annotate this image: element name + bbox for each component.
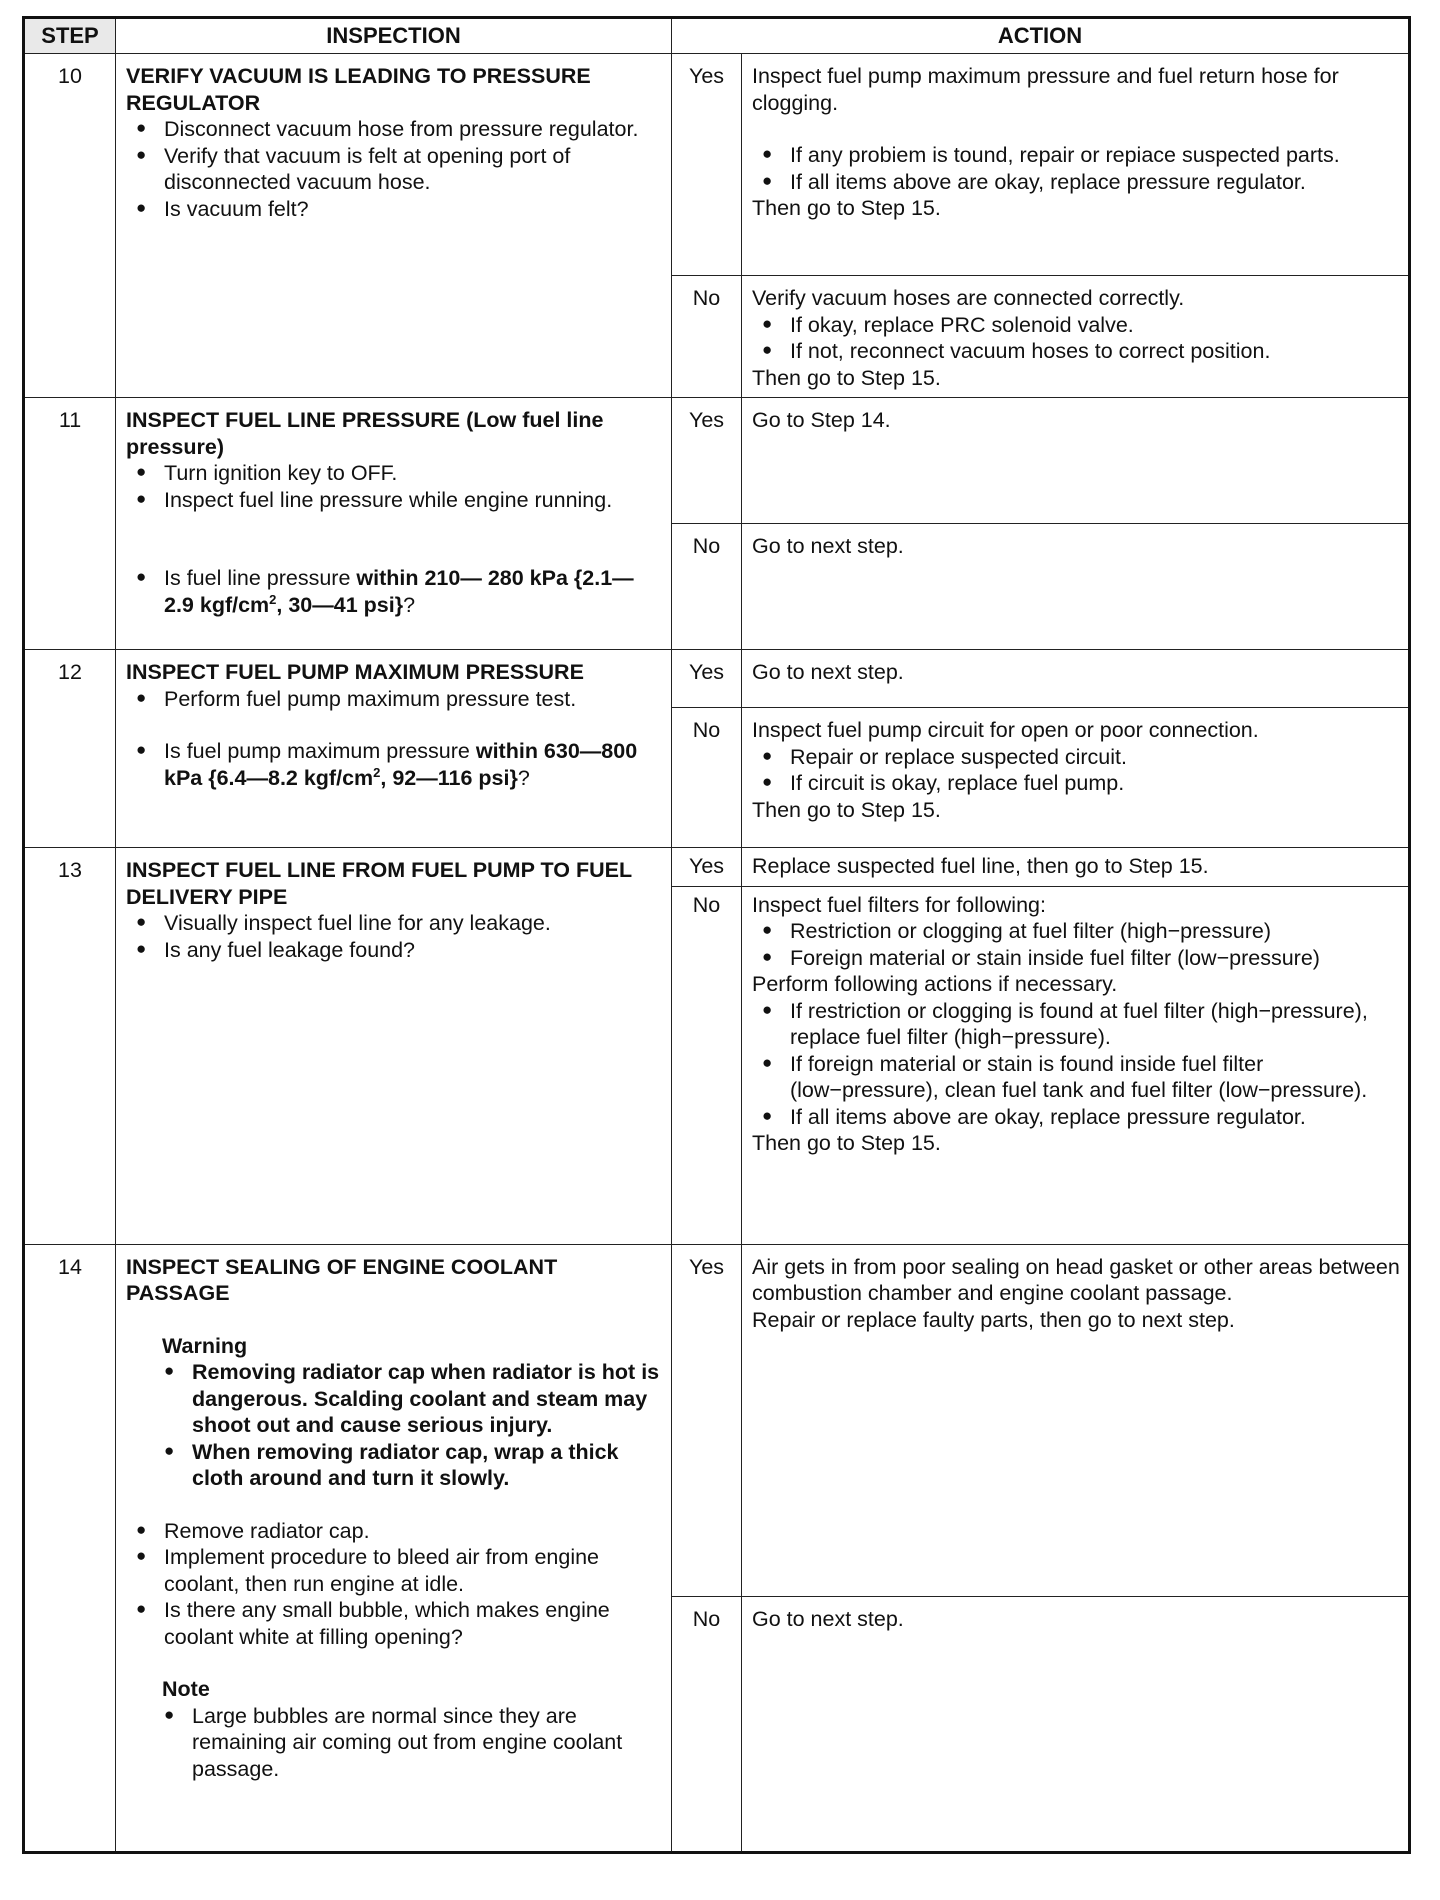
action-text: Then go to Step 15. xyxy=(752,797,941,822)
warning-label: Warning xyxy=(162,1333,248,1358)
no-action-cell: Go to next step. xyxy=(742,524,1410,650)
yes-action-cell xyxy=(742,1244,1410,1596)
inspection-bullets xyxy=(126,460,663,513)
step-number: 11 xyxy=(24,398,116,650)
question-mark: ? xyxy=(517,765,530,790)
list-item: ● Verify that vacuum is felt at opening port of disconnected vacuum hose. xyxy=(134,143,663,196)
table-header-row xyxy=(24,18,1410,54)
no-action-cell xyxy=(742,708,1410,848)
question-text: Is fuel line pressure xyxy=(164,566,357,590)
list-item: ● If okay, replace PRC solenoid valve. xyxy=(760,312,1400,339)
superscript: 2 xyxy=(373,764,381,780)
step-number: 13 xyxy=(24,848,116,1245)
no-label: No xyxy=(672,524,742,650)
inspection-column-header: INSPECTION xyxy=(116,18,672,54)
list-item: ● Is there any small bubble, which makes engine coolant white at filling opening? xyxy=(134,1597,663,1650)
inspection-title: INSPECT FUEL LINE PRESSURE (Low fuel line pressure) xyxy=(126,408,604,459)
action-text: Then go to Step 15. xyxy=(752,365,941,390)
list-item: ● Inspect fuel line pressure while engine running. xyxy=(134,487,663,514)
inspection-title: VERIFY VACUUM IS LEADING TO PRESSURE REGULATOR xyxy=(126,64,591,115)
list-item: ● Removing radiator cap when radiator is hot is dangerous. Scalding coolant and steam may shoot out and cause serious injury. xyxy=(162,1359,663,1439)
inspection-title: INSPECT SEALING OF ENGINE COOLANT PASSAGE xyxy=(126,1254,558,1305)
list-item: ● When removing radiator cap, wrap a thick cloth around and turn it slowly. xyxy=(162,1439,663,1492)
action-text: Verify vacuum hoses are connected correctly. xyxy=(752,286,1185,310)
list-item: ● Repair or replace suspected circuit. xyxy=(760,744,1400,771)
inspection-bullets xyxy=(126,1518,663,1651)
no-label: No xyxy=(672,276,742,398)
warning-block xyxy=(162,1333,663,1492)
note-label: Note xyxy=(162,1677,210,1701)
list-item: ● If circuit is okay, replace fuel pump. xyxy=(760,770,1400,797)
spec-value: , 92—116 psi} xyxy=(380,765,518,790)
yes-label: Yes xyxy=(672,1244,742,1596)
action-text: Inspect fuel filters for following: xyxy=(752,892,1046,917)
list-item: ● Is any fuel leakage found? xyxy=(134,937,663,964)
step-number: 14 xyxy=(24,1244,116,1852)
no-label: No xyxy=(672,708,742,848)
list-item: ● Foreign material or stain inside fuel filter (low−pressure) xyxy=(760,945,1400,972)
spec-value: , 30—41 psi} xyxy=(276,592,404,617)
step-column-header: STEP xyxy=(24,18,116,54)
action-bullets xyxy=(752,312,1400,365)
yes-label: Yes xyxy=(672,848,742,887)
question-text: Is fuel pump maximum pressure xyxy=(164,739,476,763)
table-row xyxy=(24,54,1410,276)
list-item xyxy=(134,565,663,618)
inspection-cell xyxy=(116,54,672,398)
inspection-question xyxy=(126,565,663,618)
no-label: No xyxy=(672,886,742,1244)
list-item: ● If all items above are okay, replace pressure regulator. xyxy=(760,1104,1400,1131)
inspection-title: INSPECT FUEL LINE FROM FUEL PUMP TO FUEL DELIVERY PIPE xyxy=(126,858,632,909)
inspection-cell xyxy=(116,848,672,1245)
list-item: ● If all items above are okay, replace pressure regulator. xyxy=(760,169,1400,196)
no-action-cell xyxy=(742,276,1410,398)
inspection-question xyxy=(126,738,663,791)
no-action-cell: Go to next step. xyxy=(742,1596,1410,1852)
step-number: 10 xyxy=(24,54,116,398)
list-item: ● Remove radiator cap. xyxy=(134,1518,663,1545)
list-item: ● If restriction or clogging is found at fuel filter (high−pressure), replace fuel filter (high−pressure). xyxy=(760,998,1400,1051)
diagnostic-procedure-table xyxy=(22,16,1411,1854)
yes-label: Yes xyxy=(672,54,742,276)
action-text: Inspect fuel pump circuit for open or poor connection. xyxy=(752,718,1259,742)
action-text: Air gets in from poor sealing on head gasket or other areas between combustion chamber and engine coolant passage. xyxy=(752,1254,1400,1305)
list-item: ● Is vacuum felt? xyxy=(134,196,663,223)
action-text: Perform following actions if necessary. xyxy=(752,972,1118,996)
action-bullets xyxy=(752,744,1400,797)
no-label: No xyxy=(672,1596,742,1852)
spec-value: within 210— 280 kPa {2.1—2.9 kgf/cm xyxy=(164,566,634,617)
list-item xyxy=(134,738,663,791)
list-item: ● If any probiem is tound, repair or repiace suspected parts. xyxy=(760,142,1400,169)
yes-action-cell: Go to next step. xyxy=(742,650,1410,708)
list-item: ● Perform fuel pump maximum pressure test. xyxy=(134,686,663,713)
list-item: ● Large bubbles are normal since they are remaining air coming out from engine coolant passage. xyxy=(162,1703,663,1783)
note-bullets xyxy=(162,1703,663,1783)
yes-action-cell: Replace suspected fuel line, then go to Step 15. xyxy=(742,848,1410,887)
inspection-cell xyxy=(116,398,672,650)
yes-label: Yes xyxy=(672,650,742,708)
action-bullets xyxy=(752,998,1400,1131)
inspection-bullets xyxy=(126,910,663,963)
list-item: ● Restriction or clogging at fuel filter (high−pressure) xyxy=(760,918,1400,945)
superscript: 2 xyxy=(269,591,277,607)
action-bullets xyxy=(752,142,1400,195)
list-item: ● Turn ignition key to OFF. xyxy=(134,460,663,487)
action-column-header: ACTION xyxy=(672,18,1410,54)
inspection-cell xyxy=(116,650,672,848)
inspection-bullets xyxy=(126,116,663,222)
procedure-table-sheet xyxy=(22,16,1408,1854)
table-row xyxy=(24,650,1410,708)
list-item: ● If foreign material or stain is found inside fuel filter (low−pressure), clean fuel tank and fuel filter (low−pressure). xyxy=(760,1051,1400,1104)
inspection-bullets xyxy=(126,686,663,713)
action-text: Then go to Step 15. xyxy=(752,1131,941,1155)
yes-action-cell: Go to Step 14. xyxy=(742,398,1410,524)
action-text: Then go to Step 15. xyxy=(752,196,941,220)
warning-bullets xyxy=(162,1359,663,1492)
list-item: ● If not, reconnect vacuum hoses to correct position. xyxy=(760,338,1400,365)
list-item: ● Implement procedure to bleed air from engine coolant, then run engine at idle. xyxy=(134,1544,663,1597)
question-mark: ? xyxy=(403,592,416,617)
list-item: ● Disconnect vacuum hose from pressure regulator. xyxy=(134,116,663,143)
spec-value: within 630—800 kPa {6.4—8.2 kgf/cm xyxy=(164,739,638,790)
table-row xyxy=(24,848,1410,887)
list-item: ● Visually inspect fuel line for any leakage. xyxy=(134,910,663,937)
action-text: Repair or replace faulty parts, then go to next step. xyxy=(752,1307,1235,1332)
table-row xyxy=(24,1244,1410,1596)
table-row xyxy=(24,398,1410,524)
step-number: 12 xyxy=(24,650,116,848)
note-block xyxy=(162,1676,663,1782)
inspection-cell xyxy=(116,1244,672,1852)
yes-label: Yes xyxy=(672,398,742,524)
yes-action-cell xyxy=(742,54,1410,276)
inspection-title: INSPECT FUEL PUMP MAXIMUM PRESSURE xyxy=(126,660,584,684)
action-bullets xyxy=(752,918,1400,971)
no-action-cell xyxy=(742,886,1410,1244)
action-text: Inspect fuel pump maximum pressure and fuel return hose for clogging. xyxy=(752,64,1339,115)
